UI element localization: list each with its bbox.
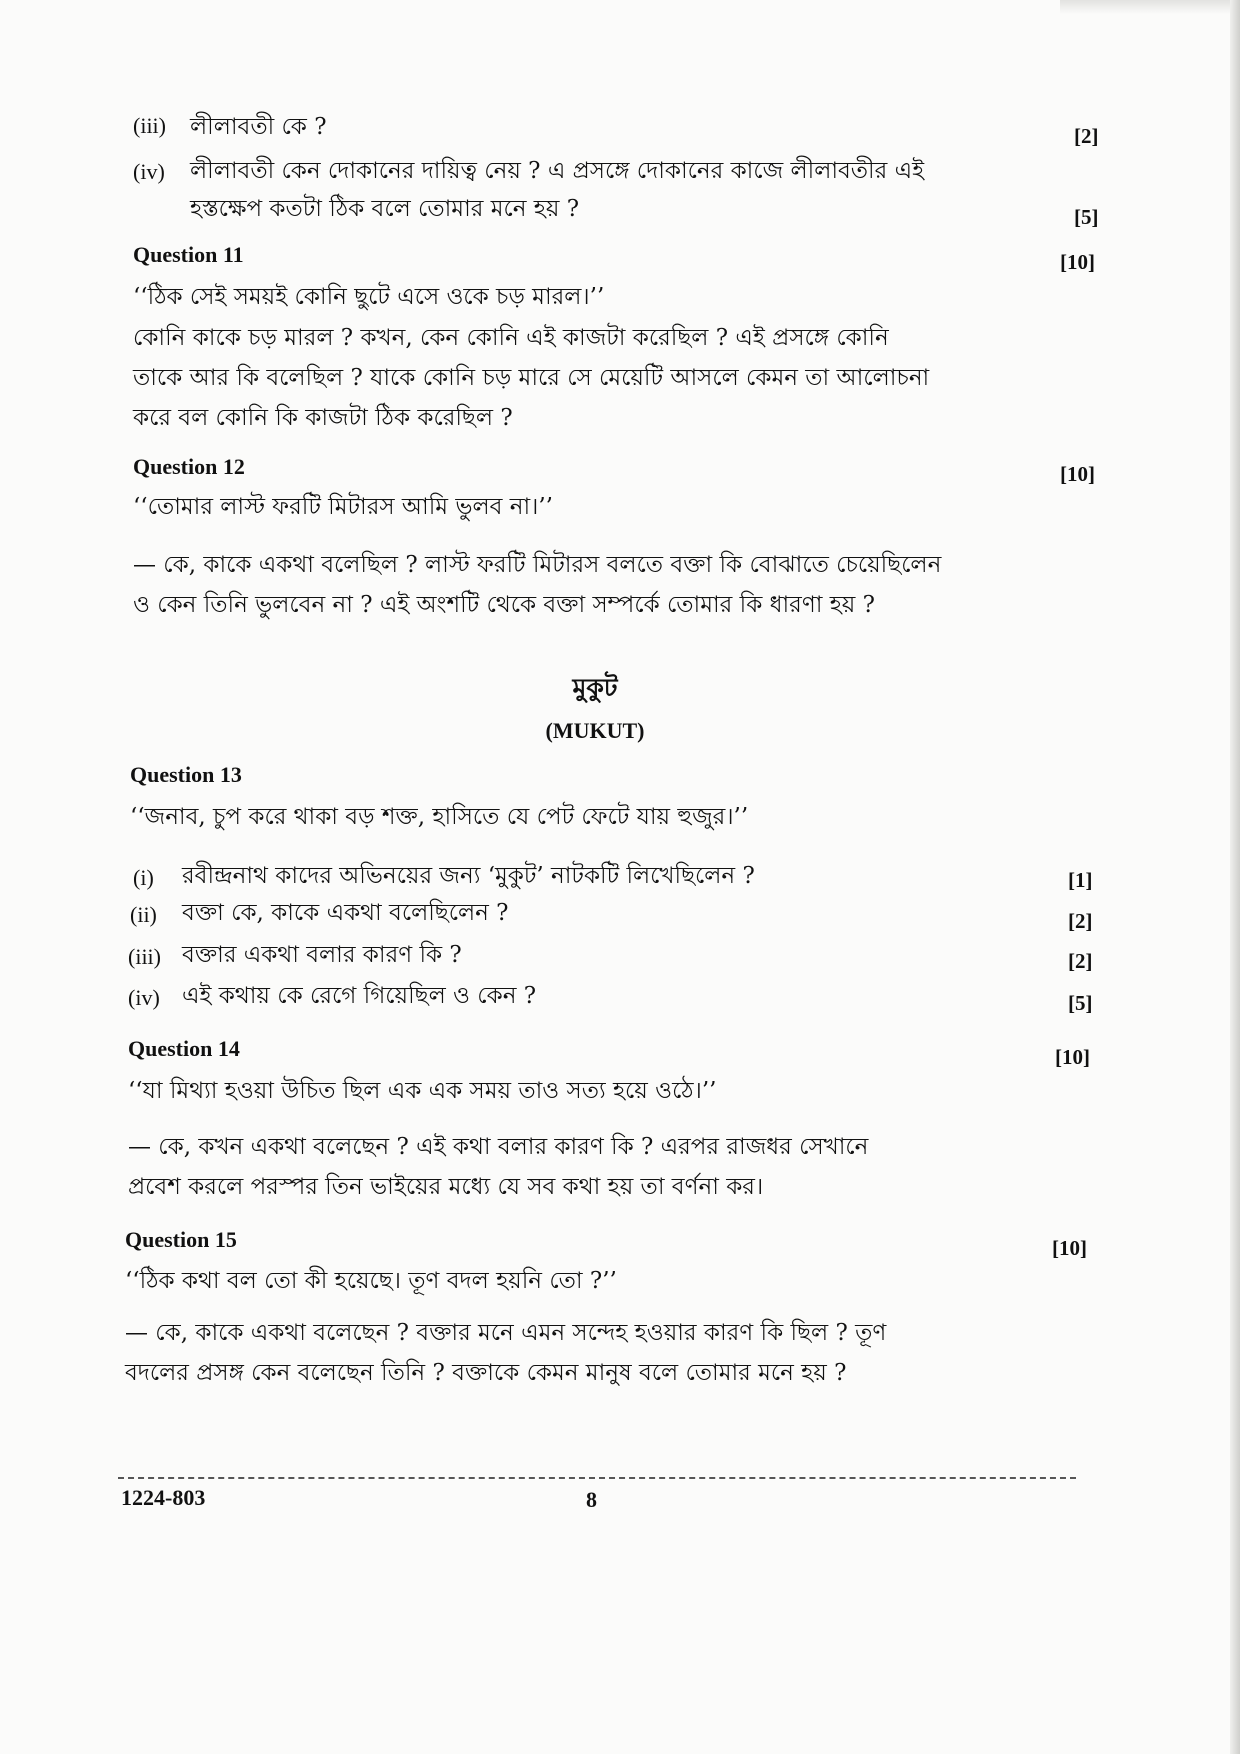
footer-page-number: 8 xyxy=(586,1487,597,1512)
q11-question xyxy=(133,318,929,438)
q13-iii-number: (iii) xyxy=(128,944,161,969)
q12-marks: [10] xyxy=(1060,462,1095,486)
scan-shadow-top xyxy=(1060,0,1230,14)
q15-question xyxy=(125,1313,886,1393)
footer-dashed-rule xyxy=(118,1477,1076,1479)
q13-i-marks: [1] xyxy=(1068,868,1093,892)
q12-quote: ‘‘তোমার লাস্ট ফরটি মিটারস আমি ভুলব না।’’ xyxy=(133,494,553,520)
q15-marks: [10] xyxy=(1052,1236,1087,1260)
section-subtitle: (MUKUT) xyxy=(545,718,645,743)
q13-quote: ‘‘জনাব, চুপ করে থাকা বড় শক্ত, হাসিতে যে পেট ফেটে যায় হুজুর।’’ xyxy=(130,804,749,830)
q13-ii-marks: [2] xyxy=(1068,909,1093,933)
q15-line-2: বদলের প্রসঙ্গ কেন বলেছেন তিনি ? বক্তাকে কেমন মানুষ বলে তোমার মনে হয় ? xyxy=(125,1360,847,1386)
q10-iii-text: লীলাবতী কে ? xyxy=(190,114,327,140)
q13-i-text: রবীন্দ্রনাথ কাদের অভিনয়ের জন্য ‘মুকুট’ নাটকটি লিখেছিলেন ? xyxy=(182,863,755,889)
q14-line-2: প্রবেশ করলে পরস্পর তিন ভাইয়ের মধ্যে যে সব কথা হয় তা বর্ণনা কর। xyxy=(128,1174,764,1200)
q15-heading: Question 15 xyxy=(125,1227,237,1252)
q10-iv-line-1: লীলাবতী কেন দোকানের দায়িত্ব নেয় ? এ প্রসঙ্গে দোকানের কাজে লীলাবতীর এই xyxy=(190,158,925,184)
q13-ii-text: বক্তা কে, কাকে একথা বলেছিলেন ? xyxy=(182,900,509,926)
q11-line-3: করে বল কোনি কি কাজটা ঠিক করেছিল ? xyxy=(133,405,513,431)
q10-iv-marks: [5] xyxy=(1074,205,1099,229)
q13-iii-marks: [2] xyxy=(1068,949,1093,973)
q13-ii-number: (ii) xyxy=(130,902,157,927)
q13-heading: Question 13 xyxy=(130,762,242,787)
q13-iv-number: (iv) xyxy=(128,985,160,1010)
q12-heading: Question 12 xyxy=(133,454,245,479)
q11-heading: Question 11 xyxy=(133,242,244,267)
q13-iii-text: বক্তার একথা বলার কারণ কি ? xyxy=(182,942,462,968)
q10-iii-number: (iii) xyxy=(133,113,166,138)
q15-quote: ‘‘ঠিক কথা বল তো কী হয়েছে। তূণ বদল হয়নি তো ?’’ xyxy=(125,1268,617,1294)
q12-line-2: ও কেন তিনি ভুলবেন না ? এই অংশটি থেকে বক্তা সম্পর্কে তোমার কি ধারণা হয় ? xyxy=(133,592,875,618)
q14-question xyxy=(128,1127,868,1207)
q13-iv-text: এই কথায় কে রেগে গিয়েছিল ও কেন ? xyxy=(182,983,537,1009)
q11-quote: ‘‘ঠিক সেই সময়ই কোনি ছুটে এসে ওকে চড় মারল।’’ xyxy=(133,284,605,310)
footer-paper-code: 1224-803 xyxy=(121,1485,206,1510)
q13-iv-marks: [5] xyxy=(1068,991,1093,1015)
q14-quote: ‘‘যা মিথ্যা হওয়া উচিত ছিল এক এক সময় তাও সত্য হয়ে ওঠে।’’ xyxy=(128,1078,717,1104)
q11-line-1: কোনি কাকে চড় মারল ? কখন, কেন কোনি এই কাজটা করেছিল ? এই প্রসঙ্গে কোনি xyxy=(133,325,889,351)
q14-marks: [10] xyxy=(1055,1045,1090,1069)
scan-edge xyxy=(1230,0,1240,1754)
q11-marks: [10] xyxy=(1060,250,1095,274)
section-title: মুকুট xyxy=(572,673,618,702)
q10-iii-marks: [2] xyxy=(1074,124,1099,148)
q15-line-1: — কে, কাকে একথা বলেছেন ? বক্তার মনে এমন সন্দেহ হওয়ার কারণ কি ছিল ? তূণ xyxy=(125,1320,887,1346)
q10-iv-number: (iv) xyxy=(133,159,165,184)
q12-question xyxy=(133,545,941,625)
q14-line-1: — কে, কখন একথা বলেছেন ? এই কথা বলার কারণ কি ? এরপর রাজধর সেখানে xyxy=(128,1134,869,1160)
q10-iv-line-2: হস্তক্ষেপ কতটা ঠিক বলে তোমার মনে হয় ? xyxy=(190,196,580,222)
q12-line-1: — কে, কাকে একথা বলেছিল ? লাস্ট ফরটি মিটারস বলতে বক্তা কি বোঝাতে চেয়েছিলেন xyxy=(133,552,942,578)
q11-line-2: তাকে আর কি বলেছিল ? যাকে কোনি চড় মারে সে মেয়েটি আসলে কেমন তা আলোচনা xyxy=(133,365,930,391)
q14-heading: Question 14 xyxy=(128,1036,240,1061)
q13-i-number: (i) xyxy=(133,865,154,890)
